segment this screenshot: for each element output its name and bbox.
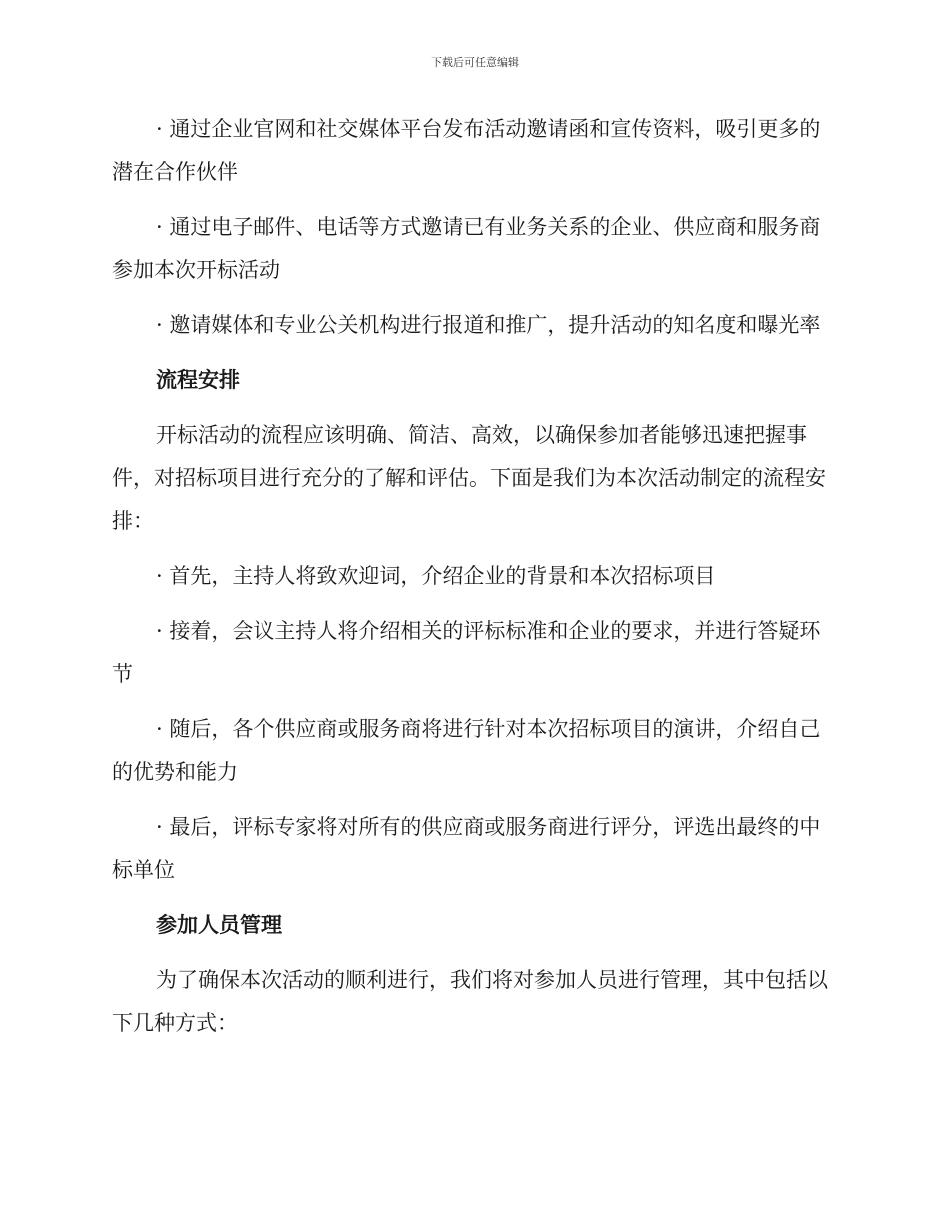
bullet-paragraph: · 接着，会议主持人将介绍相关的评标标准和企业的要求，并进行答疑环节: [112, 619, 821, 686]
section-heading: 流程安排: [156, 368, 240, 392]
header-note: 下载后可任意编辑: [431, 56, 519, 69]
body-paragraph: 开标活动的流程应该明确、简洁、高效，以确保参加者能够迅速把握事件，对招标项目进行充分的了解和评估。下面是我们为本次活动制定的流程安排：: [112, 423, 826, 533]
bullet-paragraph: · 首先，主持人将致欢迎词，介绍企业的背景和本次招标项目: [156, 564, 716, 588]
bullet-paragraph: · 通过企业官网和社交媒体平台发布活动邀请函和宣传资料，吸引更多的潜在合作伙伴: [112, 117, 821, 184]
bullet-paragraph: · 随后，各个供应商或服务商将进行针对本次招标项目的演讲，介绍自己的优势和能力: [112, 717, 821, 784]
bullet-paragraph: · 通过电子邮件、电话等方式邀请已有业务关系的企业、供应商和服务商参加本次开标活动: [112, 215, 821, 282]
body-paragraph: 为了确保本次活动的顺利进行，我们将对参加人员进行管理，其中包括以下几种方式：: [112, 968, 828, 1035]
document-body: [112, 108, 832, 1057]
bullet-paragraph: · 最后，评标专家将对所有的供应商或服务商进行评分，评选出最终的中标单位: [112, 815, 821, 882]
section-heading: 参加人员管理: [156, 913, 282, 937]
bullet-paragraph: · 邀请媒体和专业公关机构进行报道和推广，提升活动的知名度和曝光率: [156, 313, 821, 337]
